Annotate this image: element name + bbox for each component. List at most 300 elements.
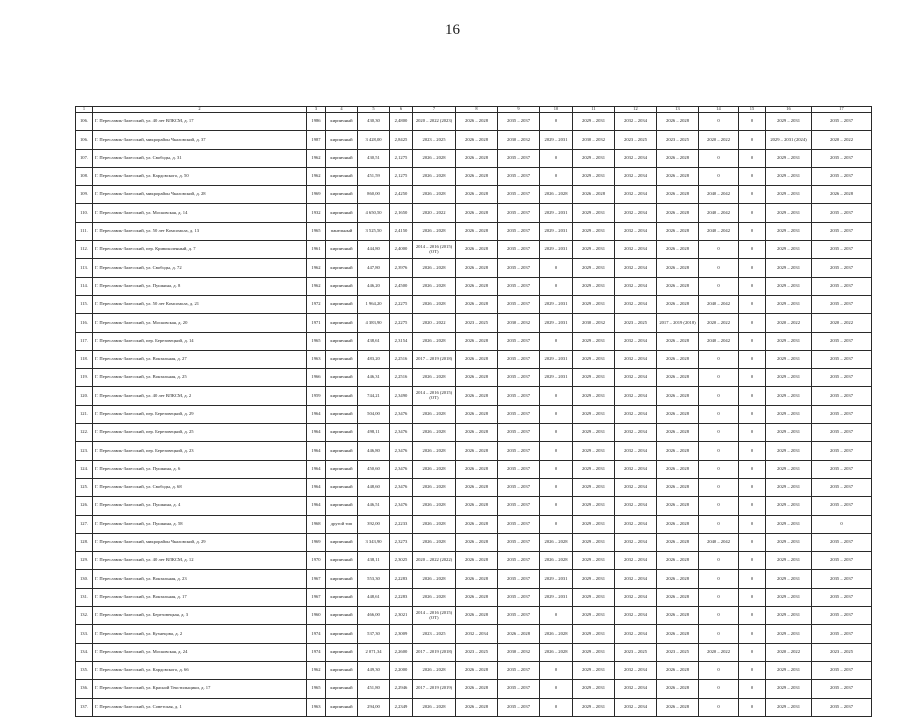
table-row bbox=[76, 515, 872, 533]
table-cell: 2026 – 2028 bbox=[657, 570, 699, 588]
table-row bbox=[76, 460, 872, 478]
table-cell: 0 bbox=[739, 113, 766, 131]
table-cell: 2017 – 2019 (2018) bbox=[657, 314, 699, 332]
table-cell: 2026 – 2028 bbox=[657, 661, 699, 679]
table-cell: 2029 – 2031 bbox=[573, 332, 615, 350]
table-cell: 2026 – 2028 bbox=[456, 167, 498, 185]
table-row bbox=[76, 607, 872, 625]
table-cell: 2029 – 2031 bbox=[540, 369, 573, 387]
column-number-cell: 3 bbox=[307, 107, 326, 113]
table-cell: кирпичный bbox=[326, 680, 358, 698]
address-cell: Г. Переславль-Залесский, ул. Вокзальная, д. 25 bbox=[93, 369, 307, 387]
table-cell: 2029 – 2031 bbox=[766, 387, 812, 405]
row-number-cell: 134. bbox=[76, 643, 93, 661]
table-cell: 2026 – 2028 bbox=[456, 588, 498, 606]
table-cell: 0 bbox=[699, 625, 739, 643]
table-cell: 2014 – 2016 (2015)(ОТ) bbox=[413, 387, 456, 405]
table-cell: 2029 – 2031 bbox=[766, 186, 812, 204]
table-cell: 1964 bbox=[307, 442, 326, 460]
table-cell: 0 bbox=[739, 241, 766, 259]
table-cell: 2,3476 bbox=[390, 424, 413, 442]
table-cell: 0 bbox=[699, 424, 739, 442]
table-cell: 2026 – 2028 bbox=[413, 277, 456, 295]
table-cell: 2030 – 2032 bbox=[573, 314, 615, 332]
table-cell: 2,2349 bbox=[390, 698, 413, 716]
address-cell: Г. Переславль-Залесский, ул. Московская, д. 20 bbox=[93, 314, 307, 332]
table-cell: 0 bbox=[540, 149, 573, 167]
row-number-cell: 133. bbox=[76, 625, 93, 643]
table-cell: 2026 – 2028 bbox=[657, 277, 699, 295]
table-cell: 2035 – 2037 bbox=[812, 350, 872, 368]
table-cell: 2032 – 2034 bbox=[615, 350, 657, 368]
table-cell: 2026 – 2028 bbox=[413, 405, 456, 423]
table-cell: 2029 – 2031 bbox=[766, 204, 812, 222]
table-cell: 2029 – 2031 bbox=[766, 222, 812, 240]
table-cell: 2029 – 2031 bbox=[540, 131, 573, 149]
table-cell: 2035 – 2037 bbox=[812, 277, 872, 295]
table-cell: 2026 – 2028 bbox=[413, 186, 456, 204]
table-cell: 2035 – 2037 bbox=[498, 204, 540, 222]
table-row bbox=[76, 533, 872, 551]
table-cell: 0 bbox=[699, 460, 739, 478]
table-cell: 1964 bbox=[307, 478, 326, 496]
table-cell: 2,4250 bbox=[390, 186, 413, 204]
table-cell: 0 bbox=[540, 277, 573, 295]
table-cell: 2029 – 2031 bbox=[573, 369, 615, 387]
table-cell: другой тип bbox=[326, 515, 358, 533]
table-cell: кирпичный bbox=[326, 533, 358, 551]
address-cell: Г. Переславль-Залесский, пер. Березовецкий, д. 14 bbox=[93, 332, 307, 350]
table-cell: 0 bbox=[540, 113, 573, 131]
table-cell: 2029 – 2031 bbox=[573, 167, 615, 185]
table-cell: 2,2946 bbox=[390, 680, 413, 698]
column-number-cell: 17 bbox=[812, 107, 872, 113]
table-cell: 2026 – 2028 bbox=[657, 533, 699, 551]
table-cell: 2029 – 2031 bbox=[573, 405, 615, 423]
table-cell: кирпичный bbox=[326, 369, 358, 387]
table-cell: 2026 – 2028 bbox=[657, 625, 699, 643]
table-cell: 0 bbox=[699, 350, 739, 368]
table-cell: панельный bbox=[326, 222, 358, 240]
table-cell: 2029 – 2031 (2024) bbox=[766, 131, 812, 149]
table-cell: 2023 – 2025 bbox=[413, 625, 456, 643]
table-row bbox=[76, 588, 872, 606]
table-cell: 2026 – 2028 bbox=[540, 643, 573, 661]
table-cell: 2026 – 2028 bbox=[413, 588, 456, 606]
table-cell: 392,00 bbox=[358, 515, 390, 533]
table-cell: 2032 – 2034 bbox=[615, 259, 657, 277]
table-cell: 2026 – 2028 bbox=[573, 186, 615, 204]
table-cell: 2032 – 2034 bbox=[615, 222, 657, 240]
table-cell: 2026 – 2028 bbox=[413, 295, 456, 313]
table-cell: 2032 – 2034 bbox=[615, 332, 657, 350]
table-cell: 0 bbox=[540, 460, 573, 478]
table-cell: 438,61 bbox=[358, 332, 390, 350]
table-cell: 2026 – 2028 bbox=[456, 369, 498, 387]
table-cell: 2026 – 2028 bbox=[540, 533, 573, 551]
table-cell: 2026 – 2028 bbox=[413, 497, 456, 515]
table-cell: 2032 – 2034 bbox=[615, 533, 657, 551]
table-cell: 2026 – 2028 bbox=[413, 424, 456, 442]
table-cell: 451,80 bbox=[358, 680, 390, 698]
table-cell: кирпичный bbox=[326, 552, 358, 570]
address-cell: Г. Переславль-Залесский, ул. 50 лет Комсомола, д. 13 bbox=[93, 222, 307, 240]
address-cell: Г. Переславль-Залесский, ул. Пушкина, д. 58 bbox=[93, 515, 307, 533]
table-row bbox=[76, 131, 872, 149]
table-cell: 2035 – 2037 bbox=[498, 405, 540, 423]
table-cell: 2029 – 2031 bbox=[573, 552, 615, 570]
table-cell: 2026 – 2028 bbox=[657, 241, 699, 259]
row-number-cell: 116. bbox=[76, 314, 93, 332]
table-cell: 2029 – 2031 bbox=[573, 460, 615, 478]
table-cell: 2032 – 2034 bbox=[615, 478, 657, 496]
table-cell: 2029 – 2031 bbox=[766, 552, 812, 570]
table-cell: 2035 – 2037 bbox=[498, 460, 540, 478]
table-cell: 2026 – 2028 bbox=[456, 533, 498, 551]
row-number-cell: 128. bbox=[76, 533, 93, 551]
column-number-cell: 6 bbox=[390, 107, 413, 113]
table-cell: 2023 – 2025 bbox=[812, 643, 872, 661]
table-cell: 2032 – 2034 bbox=[615, 680, 657, 698]
table-cell: 2040 – 2042 bbox=[699, 204, 739, 222]
table-cell: кирпичный bbox=[326, 460, 358, 478]
table-cell: 2035 – 2037 bbox=[498, 241, 540, 259]
table-cell: 2035 – 2037 bbox=[498, 552, 540, 570]
table-cell: 2035 – 2037 bbox=[812, 570, 872, 588]
table-cell: 1962 bbox=[307, 277, 326, 295]
table-cell: 2035 – 2037 bbox=[812, 661, 872, 679]
table-cell: 2,2233 bbox=[390, 515, 413, 533]
table-cell: 430,51 bbox=[358, 149, 390, 167]
table-cell: 2035 – 2037 bbox=[498, 277, 540, 295]
table-cell: 0 bbox=[540, 259, 573, 277]
address-cell: Г. Переславль-Залесский, ул. Вокзальная, д. 23 bbox=[93, 570, 307, 588]
table-cell: 2029 – 2031 bbox=[766, 167, 812, 185]
table-cell: 2032 – 2034 bbox=[615, 405, 657, 423]
table-cell: 2029 – 2031 bbox=[766, 350, 812, 368]
address-cell: Г. Переславль-Залесский, ул. 40 лет ВЛКСМ, д. 2 bbox=[93, 387, 307, 405]
table-cell: 2026 – 2028 bbox=[657, 204, 699, 222]
table-cell: 2026 – 2028 bbox=[456, 277, 498, 295]
table-cell: 1 964,20 bbox=[358, 295, 390, 313]
table-cell: 0 bbox=[540, 387, 573, 405]
table-cell: 2029 – 2031 bbox=[573, 350, 615, 368]
table-cell: 2035 – 2037 bbox=[812, 369, 872, 387]
table-cell: 2020 – 2022 bbox=[812, 314, 872, 332]
table-cell: 466,00 bbox=[358, 607, 390, 625]
table-cell: 0 bbox=[699, 588, 739, 606]
table-row bbox=[76, 405, 872, 423]
table-cell: 1965 bbox=[307, 222, 326, 240]
table-cell: 2,3009 bbox=[390, 625, 413, 643]
column-number-cell: 15 bbox=[739, 107, 766, 113]
table-cell: 2026 – 2028 bbox=[657, 680, 699, 698]
table-cell: 2035 – 2037 bbox=[812, 222, 872, 240]
table-cell: 2032 – 2034 bbox=[615, 204, 657, 222]
table-cell: 2026 – 2028 bbox=[657, 332, 699, 350]
table-cell: 2029 – 2031 bbox=[766, 698, 812, 716]
table-cell: 1964 bbox=[307, 497, 326, 515]
table-cell: 2026 – 2028 bbox=[657, 460, 699, 478]
table-cell: 2026 – 2028 bbox=[657, 588, 699, 606]
table-cell: 2026 – 2028 bbox=[413, 478, 456, 496]
column-number-cell: 14 bbox=[699, 107, 739, 113]
table-cell: кирпичный bbox=[326, 277, 358, 295]
address-cell: Г. Переславль-Залесский, ул. 40 лет ВЛКСМ, д. 12 bbox=[93, 552, 307, 570]
table-row bbox=[76, 113, 872, 131]
address-cell: Г. Переславль-Залесский, ул. Пушкина, д. 6 bbox=[93, 460, 307, 478]
table-cell: 2029 – 2031 bbox=[573, 643, 615, 661]
table-cell: 2030 – 2032 bbox=[573, 131, 615, 149]
table-row bbox=[76, 497, 872, 515]
table-cell: 1962 bbox=[307, 259, 326, 277]
table-cell: 2029 – 2031 bbox=[766, 113, 812, 131]
row-number-cell: 110. bbox=[76, 204, 93, 222]
table-cell: 2026 – 2028 bbox=[413, 149, 456, 167]
table-cell: 0 bbox=[699, 113, 739, 131]
table-cell: 2026 – 2028 bbox=[413, 259, 456, 277]
table-cell: 2029 – 2031 bbox=[573, 222, 615, 240]
table-cell: 2020 – 2022 bbox=[699, 314, 739, 332]
table-cell: 2026 – 2028 bbox=[657, 698, 699, 716]
table-cell: 2026 – 2028 bbox=[413, 515, 456, 533]
table-cell: 2017 – 2019 (2018) bbox=[413, 643, 456, 661]
table-cell: 0 bbox=[540, 478, 573, 496]
table-cell: 0 bbox=[540, 442, 573, 460]
table-cell: 2020 – 2022 bbox=[766, 643, 812, 661]
table-cell: 0 bbox=[699, 515, 739, 533]
table-cell: 2029 – 2031 bbox=[573, 661, 615, 679]
address-cell: Г. Переславль-Залесский, ул. Пушкина, д. 4 bbox=[93, 497, 307, 515]
table-cell: 0 bbox=[739, 222, 766, 240]
table-cell: 2,3476 bbox=[390, 405, 413, 423]
table-cell: 2,3273 bbox=[390, 533, 413, 551]
table-cell: 2017 – 2019 (2019) bbox=[413, 680, 456, 698]
table-cell: 2035 – 2037 bbox=[498, 478, 540, 496]
table-cell: 0 bbox=[739, 167, 766, 185]
table-cell: 2026 – 2028 bbox=[456, 661, 498, 679]
table-cell: 2029 – 2031 bbox=[573, 588, 615, 606]
table-cell: 0 bbox=[739, 588, 766, 606]
table-row bbox=[76, 680, 872, 698]
table-cell: 446,80 bbox=[358, 442, 390, 460]
table-cell: 0 bbox=[739, 350, 766, 368]
table-cell: 2035 – 2037 bbox=[812, 588, 872, 606]
table-cell: 2026 – 2028 bbox=[657, 442, 699, 460]
table-cell: 1965 bbox=[307, 680, 326, 698]
table-cell: 2029 – 2031 bbox=[573, 515, 615, 533]
table-cell: 2035 – 2037 bbox=[812, 424, 872, 442]
table-cell: 1965 bbox=[307, 332, 326, 350]
table-cell: 2023 – 2025 bbox=[615, 643, 657, 661]
table-cell: 2023 – 2025 bbox=[615, 131, 657, 149]
table-cell: 2026 – 2028 bbox=[456, 442, 498, 460]
address-cell: Г. Переславль-Залесский, микрорайон Чкаловский, д. 29 bbox=[93, 533, 307, 551]
table-cell: 2020 – 2022 bbox=[812, 131, 872, 149]
table-cell: 2035 – 2037 bbox=[812, 680, 872, 698]
table-cell: 449,30 bbox=[358, 661, 390, 679]
address-cell: Г. Переславль-Залесский, микрорайон Чкаловский, д. 28 bbox=[93, 186, 307, 204]
table-cell: 2035 – 2037 bbox=[498, 113, 540, 131]
row-number-cell: 132. bbox=[76, 607, 93, 625]
table-cell: 2026 – 2028 bbox=[456, 186, 498, 204]
table-cell: 2026 – 2028 bbox=[657, 350, 699, 368]
table-cell: 2040 – 2042 bbox=[699, 533, 739, 551]
table-cell: 2026 – 2028 bbox=[812, 186, 872, 204]
table-row bbox=[76, 698, 872, 716]
table-cell: 2026 – 2028 bbox=[413, 570, 456, 588]
table-cell: 2032 – 2034 bbox=[615, 515, 657, 533]
row-number-cell: 123. bbox=[76, 442, 93, 460]
table-cell: 2035 – 2037 bbox=[812, 387, 872, 405]
table-cell: 0 bbox=[699, 442, 739, 460]
address-cell: Г. Переславль-Залесский, пер. Березовецкий, д. 29 bbox=[93, 405, 307, 423]
table-cell: 2032 – 2034 bbox=[615, 497, 657, 515]
table-cell: 2029 – 2031 bbox=[573, 607, 615, 625]
table-cell: 2029 – 2031 bbox=[573, 113, 615, 131]
table-cell: кирпичный bbox=[326, 167, 358, 185]
table-cell: 0 bbox=[739, 295, 766, 313]
row-number-cell: 130. bbox=[76, 570, 93, 588]
table-cell: 0 bbox=[739, 607, 766, 625]
table-cell: 2026 – 2028 bbox=[456, 497, 498, 515]
table-cell: 1966 bbox=[307, 369, 326, 387]
table-cell: 451,59 bbox=[358, 167, 390, 185]
table-cell: кирпичный bbox=[326, 332, 358, 350]
table-cell: 0 bbox=[699, 680, 739, 698]
table-cell: 2035 – 2037 bbox=[812, 607, 872, 625]
table-row bbox=[76, 277, 872, 295]
table-row bbox=[76, 167, 872, 185]
table-cell: 0 bbox=[699, 552, 739, 570]
table-cell: 2029 – 2031 bbox=[766, 570, 812, 588]
table-cell: 2029 – 2031 bbox=[766, 497, 812, 515]
table-cell: 2035 – 2037 bbox=[498, 570, 540, 588]
table-cell: 2026 – 2028 bbox=[657, 497, 699, 515]
table-cell: 3 525,50 bbox=[358, 222, 390, 240]
table-cell: 0 bbox=[739, 442, 766, 460]
table-cell: 447,80 bbox=[358, 259, 390, 277]
table-cell: 2026 – 2028 bbox=[657, 369, 699, 387]
table-cell: 498,11 bbox=[358, 424, 390, 442]
table-cell: 0 bbox=[699, 661, 739, 679]
table-row bbox=[76, 295, 872, 313]
table-cell: 2,1275 bbox=[390, 167, 413, 185]
table-cell: 2020 – 2022 bbox=[699, 131, 739, 149]
address-cell: Г. Переславль-Залесский, ул. Красной Текстильщики, д. 17 bbox=[93, 680, 307, 698]
table-cell: 2029 – 2031 bbox=[540, 241, 573, 259]
table-cell: кирпичный bbox=[326, 350, 358, 368]
table-cell: 2035 – 2037 bbox=[498, 680, 540, 698]
table-cell: 2026 – 2028 bbox=[456, 149, 498, 167]
address-cell: Г. Переславль-Залесский, микрорайон Чкаловский, д. 37 bbox=[93, 131, 307, 149]
table-cell: 1964 bbox=[307, 424, 326, 442]
table-cell: 2026 – 2028 bbox=[657, 424, 699, 442]
table-row bbox=[76, 222, 872, 240]
table-cell: 2032 – 2034 bbox=[615, 552, 657, 570]
table-cell: 2026 – 2028 bbox=[657, 515, 699, 533]
table-cell: 444,80 bbox=[358, 241, 390, 259]
table-cell: 0 bbox=[739, 680, 766, 698]
table-cell: 553,30 bbox=[358, 570, 390, 588]
table-cell: 0 bbox=[540, 661, 573, 679]
page-number: 16 bbox=[445, 22, 460, 38]
table-cell: кирпичный bbox=[326, 442, 358, 460]
address-cell: Г. Переславль-Залесский, ул. 40 лет ВЛКСМ, д. 17 bbox=[93, 113, 307, 131]
table-cell: 2023 – 2025 bbox=[413, 131, 456, 149]
column-number-cell: 7 bbox=[413, 107, 456, 113]
table-row bbox=[76, 350, 872, 368]
table-cell: 2029 – 2031 bbox=[766, 277, 812, 295]
table-cell: 0 bbox=[739, 149, 766, 167]
table-cell: 2026 – 2028 bbox=[498, 625, 540, 643]
table-cell: 0 bbox=[699, 698, 739, 716]
table-cell: кирпичный bbox=[326, 405, 358, 423]
table-cell: 2032 – 2034 bbox=[615, 167, 657, 185]
address-cell: Г. Переславль-Залесский, ул. Кардовского, д. 50 bbox=[93, 167, 307, 185]
table-cell: 2040 – 2042 bbox=[699, 295, 739, 313]
table-cell: 2032 – 2034 bbox=[615, 460, 657, 478]
table-cell: 2,2516 bbox=[390, 369, 413, 387]
table-row bbox=[76, 570, 872, 588]
table-cell: 2026 – 2028 bbox=[456, 698, 498, 716]
address-cell: Г. Переславль-Залесский, ул. Советская, д. 1 bbox=[93, 698, 307, 716]
table-cell: 504,00 bbox=[358, 405, 390, 423]
row-number-cell: 131. bbox=[76, 588, 93, 606]
table-cell: 2035 – 2037 bbox=[498, 332, 540, 350]
table-cell: 1963 bbox=[307, 698, 326, 716]
table-cell: 2029 – 2031 bbox=[573, 204, 615, 222]
table-cell: 450,60 bbox=[358, 460, 390, 478]
table-cell: 2026 – 2028 bbox=[456, 424, 498, 442]
table-cell: 2026 – 2028 bbox=[657, 295, 699, 313]
table-cell: 2026 – 2028 bbox=[657, 607, 699, 625]
table-cell: 1969 bbox=[307, 186, 326, 204]
table-row bbox=[76, 442, 872, 460]
table-cell: 2032 – 2034 bbox=[615, 625, 657, 643]
table-cell: 1959 bbox=[307, 387, 326, 405]
table-cell: 0 bbox=[699, 369, 739, 387]
table-row bbox=[76, 478, 872, 496]
table-cell: 2023 – 2025 bbox=[657, 643, 699, 661]
table-cell: 1964 bbox=[307, 405, 326, 423]
address-cell: Г. Переславль-Залесский, ул. 50 лет Комсомола, д. 21 bbox=[93, 295, 307, 313]
column-number-cell: 4 bbox=[326, 107, 358, 113]
table-cell: 1967 bbox=[307, 588, 326, 606]
address-cell: Г. Переславль-Залесский, ул. Свободы, д. 31 bbox=[93, 149, 307, 167]
table-row bbox=[76, 643, 872, 661]
row-number-cell: 121. bbox=[76, 405, 93, 423]
table-cell: 2,4000 bbox=[390, 241, 413, 259]
table-cell: 1967 bbox=[307, 570, 326, 588]
table-cell: 2023 – 2025 bbox=[615, 314, 657, 332]
table-cell: 2029 – 2031 bbox=[766, 405, 812, 423]
table-row bbox=[76, 424, 872, 442]
table-cell: 2 071,34 bbox=[358, 643, 390, 661]
table-cell: 2,3021 bbox=[390, 607, 413, 625]
table-cell: кирпичный bbox=[326, 314, 358, 332]
table-cell: 2035 – 2037 bbox=[812, 295, 872, 313]
table-row bbox=[76, 259, 872, 277]
table-cell: 0 bbox=[699, 277, 739, 295]
table-cell: 2,3476 bbox=[390, 460, 413, 478]
table-cell: 0 bbox=[540, 332, 573, 350]
table-cell: 2026 – 2028 bbox=[413, 369, 456, 387]
table-cell: 2029 – 2031 bbox=[766, 424, 812, 442]
table-cell: 2029 – 2031 bbox=[766, 515, 812, 533]
table-cell: 0 bbox=[540, 607, 573, 625]
table-cell: 2026 – 2028 bbox=[657, 259, 699, 277]
